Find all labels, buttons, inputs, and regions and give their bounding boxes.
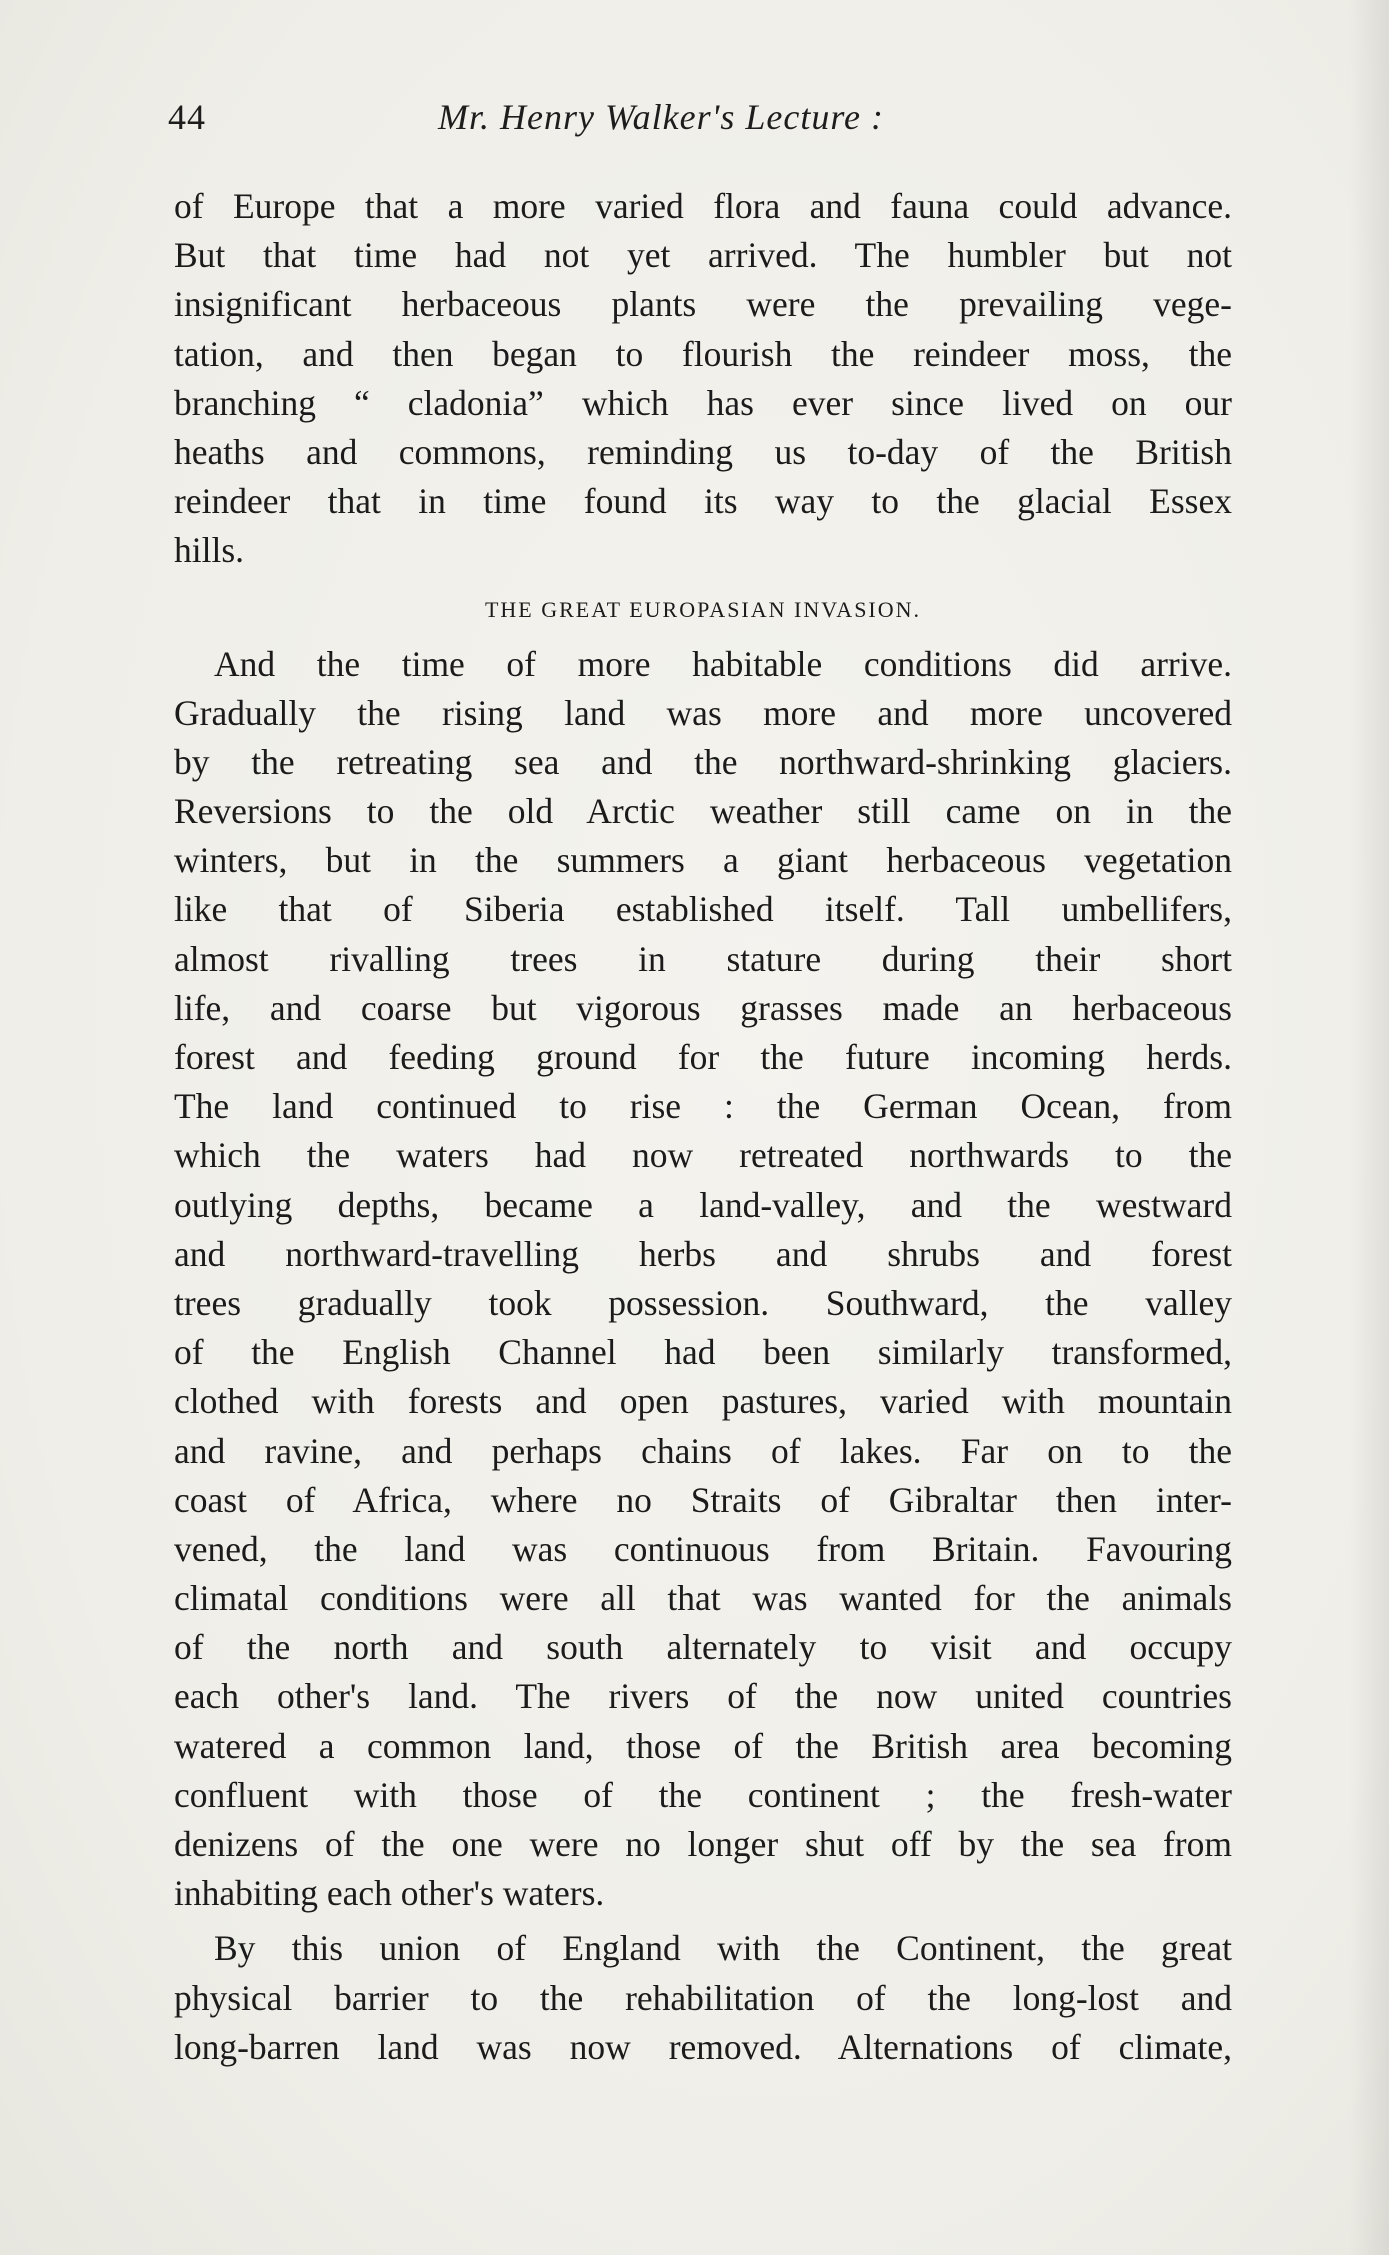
- text-line: of the north and south alternately to visit and occupy: [174, 1627, 1232, 1668]
- text-line: inhabiting each other's waters.: [174, 1873, 605, 1914]
- text-line: long-barren land was now removed. Alternations of climate,: [174, 2026, 1232, 2067]
- text-line: hills.: [174, 530, 245, 571]
- running-title: Mr. Henry Walker's Lecture :: [438, 97, 884, 137]
- text-line: of the English Channel had been similarly transformed,: [174, 1332, 1232, 1373]
- text-line: forest and feeding ground for the future incoming herds.: [174, 1037, 1232, 1077]
- section-heading: THE GREAT EUROPASIAN INVASION.: [484, 596, 922, 622]
- text-line: almost rivalling trees in stature during their short: [174, 938, 1232, 979]
- text-line: physical barrier to the rehabilitation of the long-lost and: [174, 1977, 1232, 2018]
- text-line: climatal conditions were all that was wanted for the animals: [174, 1578, 1232, 1619]
- text-line: by the retreating sea and the northward-shrinking glaciers.: [174, 741, 1232, 782]
- page-number: 44: [168, 97, 206, 137]
- text-line: life, and coarse but vigorous grasses made an herbaceous: [174, 987, 1232, 1028]
- text-line: And the time of more habitable conditions did arrive.: [214, 643, 1232, 684]
- text-line: and ravine, and perhaps chains of lakes. Far on to the: [174, 1430, 1232, 1471]
- text-line: Gradually the rising land was more and more uncovered: [174, 692, 1232, 733]
- text-line: watered a common land, those of the British area becoming: [174, 1725, 1232, 1766]
- text-line: of Europe that a more varied flora and fauna could advance.: [174, 186, 1232, 226]
- text-line: vened, the land was continuous from Britain. Favouring: [174, 1528, 1232, 1569]
- text-line: confluent with those of the continent ; the fresh-water: [174, 1774, 1232, 1815]
- text-line: trees gradually took possession. Southward, the valley: [174, 1282, 1232, 1323]
- text-line: But that time had not yet arrived. The humbler but not: [174, 235, 1232, 276]
- page-edge-shadow: [1349, 0, 1389, 2255]
- text-line: Reversions to the old Arctic weather still came on in the: [174, 791, 1232, 832]
- running-head: [168, 96, 1228, 146]
- text-line: which the waters had now retreated northwards to the: [174, 1135, 1232, 1176]
- text-line: reindeer that in time found its way to the glacial Essex: [174, 481, 1232, 522]
- text-line: branching “ cladonia” which has ever since lived on our: [174, 382, 1232, 423]
- text-line: clothed with forests and open pastures, varied with mountain: [174, 1381, 1232, 1422]
- text-line: denizens of the one were no longer shut off by the sea from: [174, 1824, 1232, 1864]
- text-line: insignificant herbaceous plants were the prevailing vege-: [174, 284, 1232, 325]
- text-line: each other's land. The rivers of the now united countries: [174, 1676, 1232, 1717]
- text-line: winters, but in the summers a giant herbaceous vegetation: [174, 840, 1232, 881]
- text-line: outlying depths, became a land-valley, and the westward: [174, 1184, 1232, 1225]
- text-line: coast of Africa, where no Straits of Gibraltar then inter-: [174, 1479, 1232, 1520]
- text-line: The land continued to rise : the German Ocean, from: [174, 1086, 1232, 1127]
- text-line: By this union of England with the Continent, the great: [214, 1928, 1232, 1969]
- body-text: [174, 182, 1232, 2072]
- text-line: like that of Siberia established itself. Tall umbellifers,: [174, 889, 1232, 930]
- text-line: tation, and then began to flourish the reindeer moss, the: [174, 333, 1232, 374]
- text-line: and northward-travelling herbs and shrubs and forest: [174, 1233, 1232, 1274]
- text-line: heaths and commons, reminding us to-day of the British: [174, 431, 1232, 472]
